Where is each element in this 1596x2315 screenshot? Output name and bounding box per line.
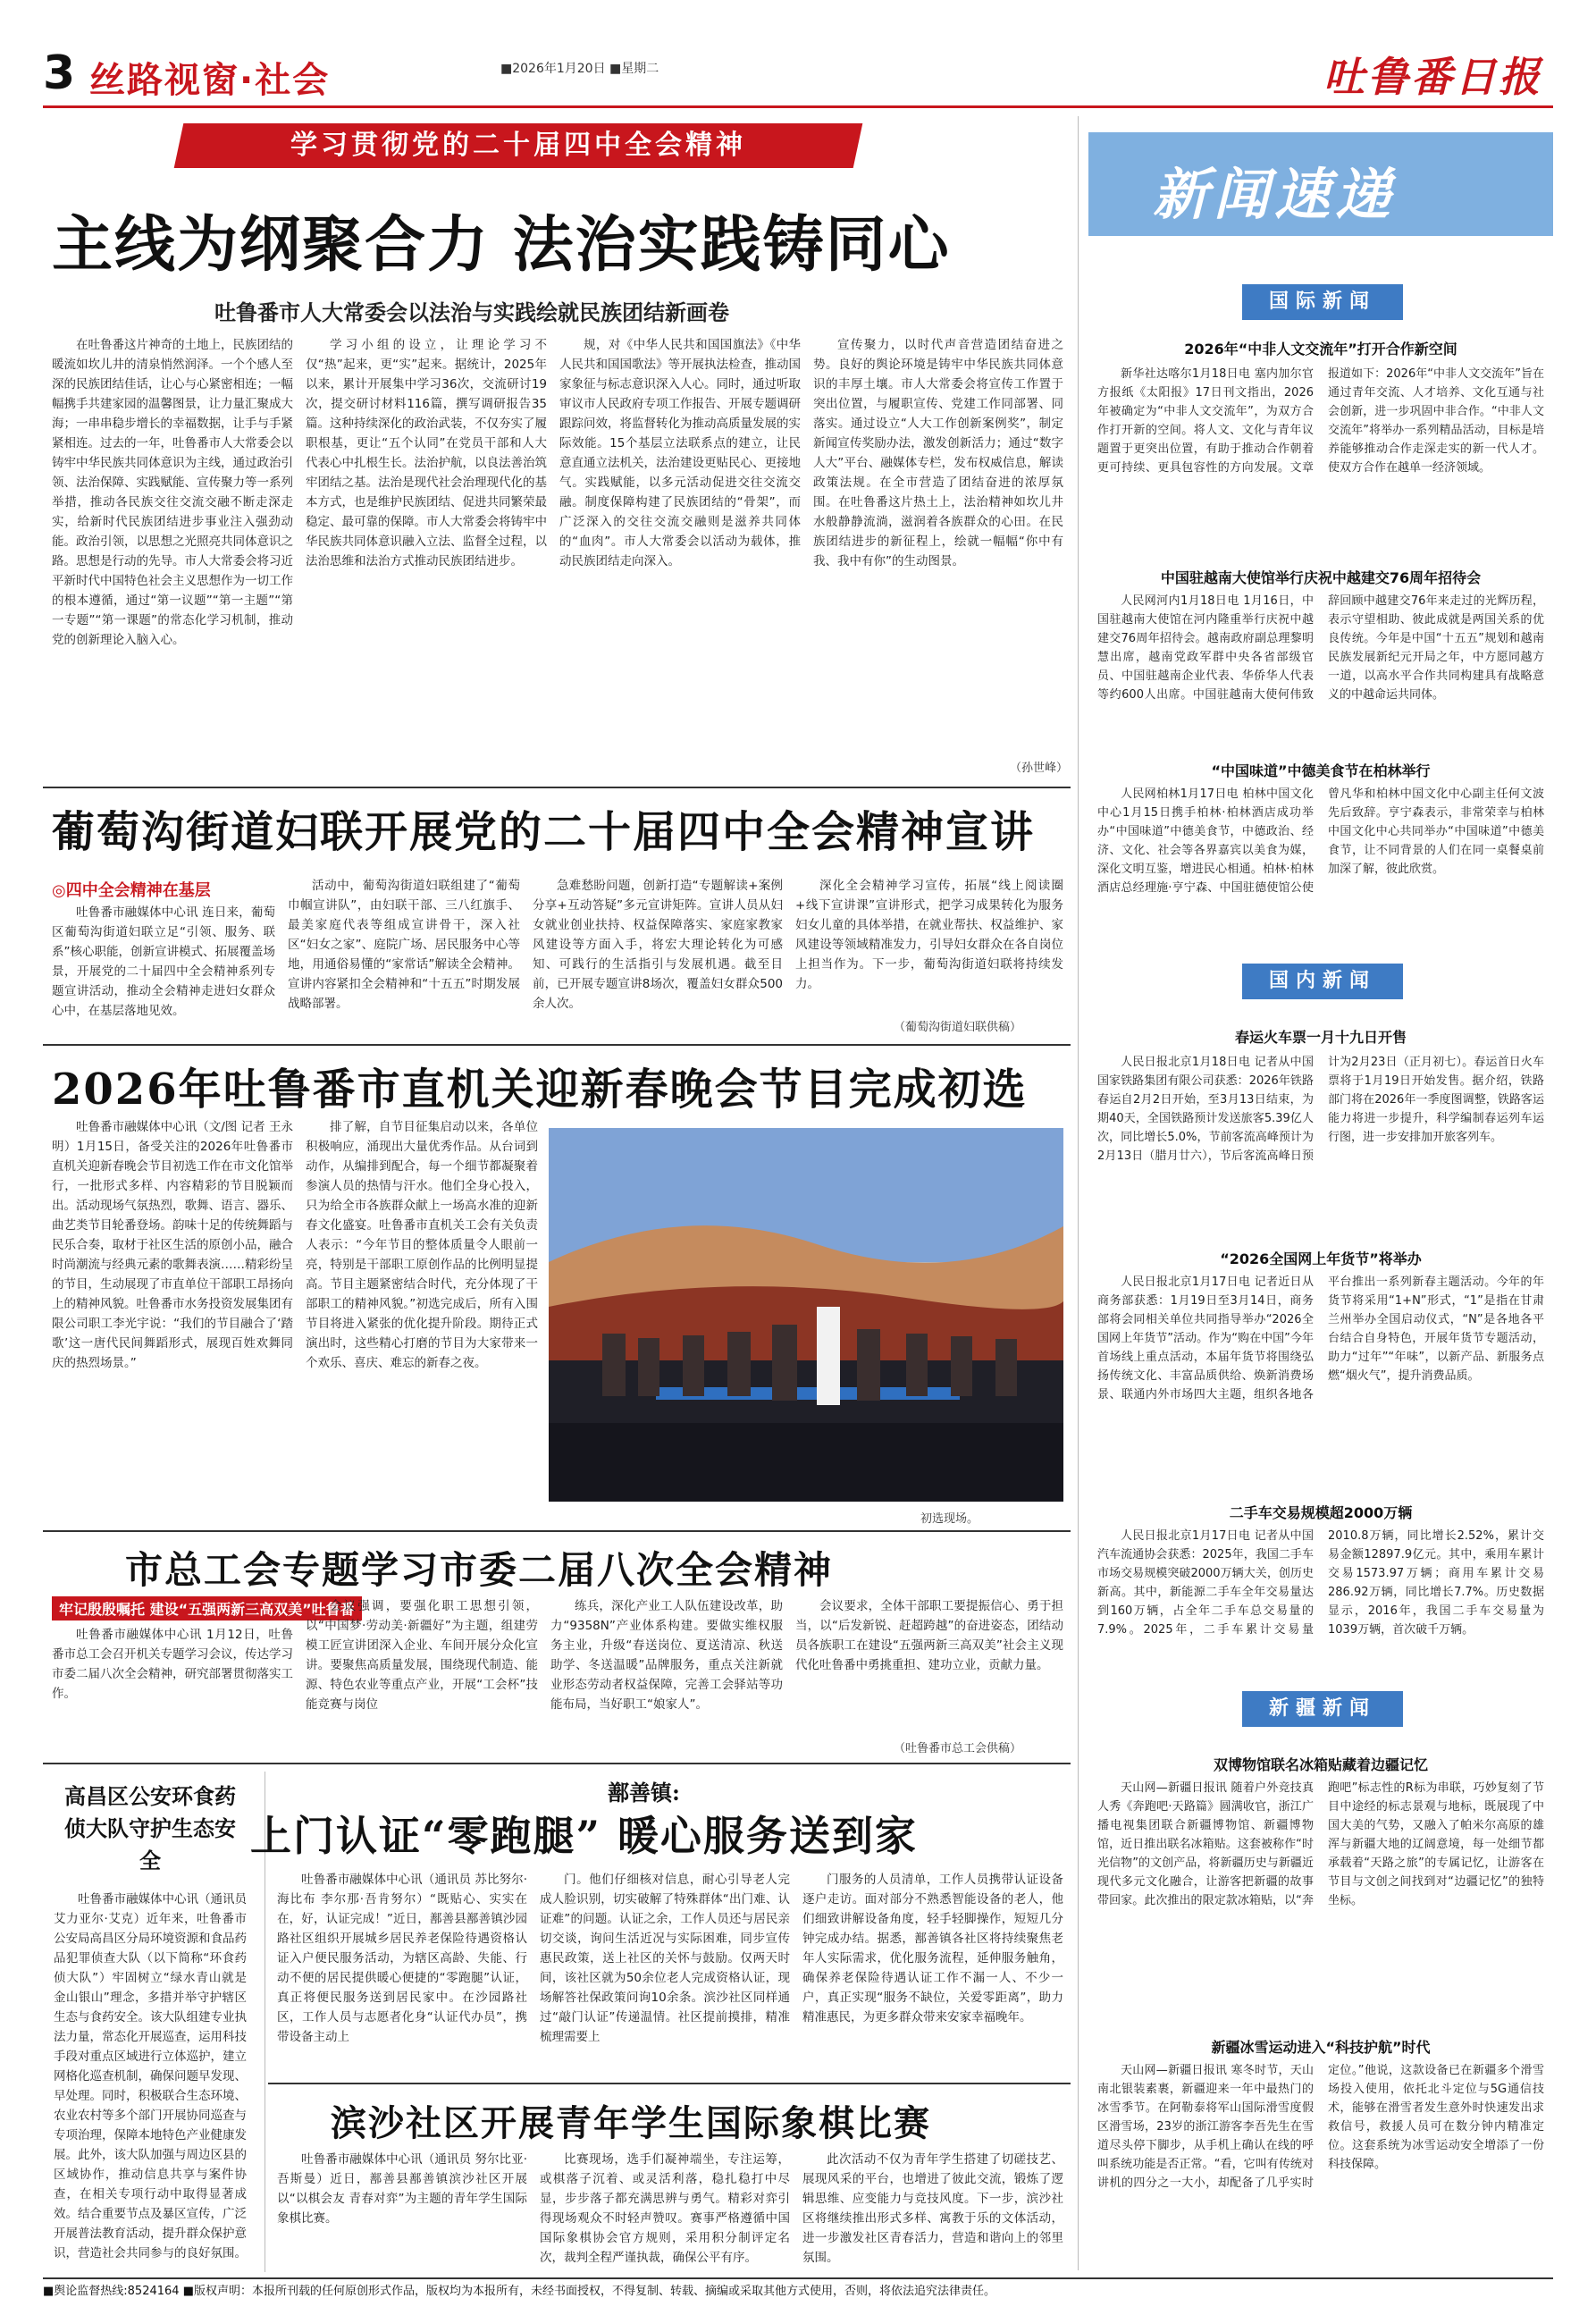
gala-stage-photo — [549, 1128, 1063, 1502]
domestic-news-title-2: “2026全国网上年货节”将举办 — [1220, 1250, 1422, 1267]
intl-news-title-3: “中国味道”中德美食节在柏林举行 — [1211, 762, 1431, 779]
section-divider — [43, 1763, 1071, 1764]
sidebar-headline: 高昌区公安环食药侦大队守护生态安全 — [64, 1783, 236, 1873]
lead-headline: 主线为纲聚合力 法治实践铸同心 — [52, 209, 951, 281]
intl-news-title-1: 2026年“中非人文交流年”打开合作新空间 — [1184, 341, 1457, 358]
article4-col-2: 会议强调，要强化职工思想引领，以“中国梦·劳动美·新疆好”为主题，组建劳模工匠宣讲团深入企业、车间开展分众化宣讲。要聚焦高质量发展，围绕现代制造、能源、特色农业等重点产业，开展“工会杯”技能竞赛与岗位 — [306, 1599, 538, 1712]
intl-news-text-1: 新华社达喀尔1月18日电 塞内加尔官方报纸《太阳报》17日刊文指出，2026年被确定为“中非人文交流年”，为双方合作打开新的空间。将人文、文化与青年议题置于更突出位置，有助于推动合作朝着更可持续、更具包容性的方向发展。文章报道如下：2026年“中非人文交流年”旨在通过青年交流、人才培养、文化互通与社会创新，进一步巩固中非合作。“中非人文交流年”将举办一系列精品活动，目标是培养能够推动合作走深走实的新一代人才。使双方合作在越单一经济领域。 — [1097, 367, 1544, 475]
sidebar-article — [43, 1772, 257, 2272]
domestic-news-text-3: 人民日报北京1月17日电 记者从中国汽车流通协会获悉：2025年，我国二手车市场交易规模突破2000万辆大关，创历史新高。其中，新能源二手车全年交易量达到160万辆，占全年二手车总交易量的7.9%。2025年，二手车累计交易量2010.8万辆，同比增长2.52%，累计交易金额12897.9亿元。其中，乘用车累计交易1573.97万辆；商用车累计交易286.92万辆，同比增长7.7%。历史数据显示，2016年，我国二手车交易量为1039万辆，首次破千万辆。 — [1097, 1529, 1544, 1637]
article4-col-1: 吐鲁番市融媒体中心讯 1月12日，吐鲁番市总工会召开机关专题学习会议，传达学习市委二届八次全会精神，研究部署贯彻落实工作。 — [52, 1628, 293, 1701]
article2-headline: 葡萄沟街道妇联开展党的二十届四中全会精神宣讲 — [52, 807, 1036, 857]
domestic-news-title-3: 二手车交易规模超2000万辆 — [1229, 1504, 1413, 1521]
lead-col-1: 在吐鲁番这片神奇的土地上，民族团结的暖流如坎儿井的清泉悄然润泽。一个个感人至深的民族团结佳话，让心与心紧密相连；一幅幅携手共建家园的温馨图景，让力量汇聚成大海；一串串稳步增长的幸福数据，让手与手紧紧相连。过去的一年，吐鲁番市人大常委会以铸牢中华民族共同体意识为主线，通过政治引领、法治保障、实践赋能、宣传聚力等一系列举措，推动各民族交往交流交融不断走深走实，给新时代民族团结进步事业注入强劲动能。政治引领，以思想之光照亮共同体意识之路。思想是行动的先导。市人大常委会将习近平新时代中国特色社会主义思想作为一切工作的根本遵循，通过“第一议题”“第一主题”“第一专题”“第一课题”的常态化学习机制，推动党的创新理论入脑入心。 — [52, 338, 293, 647]
stage-illustration — [549, 1128, 1063, 1502]
page-number: 3 — [43, 46, 76, 100]
domestic-news-text-2: 人民日报北京1月17日电 记者近日从商务部获悉：1月19日至3月14日，商务部将会同相关单位共同指导举办“2026全国网上年货节”活动。作为“购在中国”今年首场线上重点活动，本届年货节将围绕弘扬传统文化、丰富品质供给、焕新消费场景、联通内外市场四大主题，组织各地各平台推出一系列新春主题活动。今年的年货节将采用“1+N”形式，“1”是指在甘肃兰州举办全国启动仪式，“N”是各地各平台结合自身特色，开展年货节专题活动，助力“过年”“年味”，以新产品、新服务点燃“烟火气”，提升消费品质。 — [1097, 1275, 1544, 1402]
column-divider — [1078, 116, 1079, 2270]
xinjiang-news-text-2: 天山网—新疆日报讯 寒冬时节，天山南北银装素裹，新疆迎来一年中最热门的冰雪季节。在阿勒泰将军山国际滑雪度假区滑雪场，23岁的浙江游客李吾先生在雪道尽头停下脚步，从手机上确认在线的呼叫系统功能是否正常。“看，它叫有传统对讲机的四分之一大小，却配备了几乎实时定位。”他说，这款设备已在新疆多个滑雪场投入使用，依托北斗定位与5G通信技术，能够在滑雪者发生意外时快速发出求救信号，救援人员可在数分钟内精准定位。这套系统为冰雪运动安全增添了一份科技保障。 — [1097, 2064, 1544, 2190]
issue-date: ■2026年1月20日 ■星期二 — [500, 62, 659, 76]
section-title: 丝路视窗·社会 — [89, 60, 331, 101]
section-divider — [43, 787, 1071, 788]
article5-headline: 上门认证“零跑腿” 暖心服务送到家 — [250, 1812, 918, 1860]
article2-author: （葡萄沟街道妇联供稿） — [894, 1021, 1022, 1034]
article2-col-1: 吐鲁番市融媒体中心讯 连日来，葡萄区葡萄沟街道妇联立足“引领、服务、联系”核心职能，创新宣讲模式、拓展覆盖场景，开展党的二十届四中全会精神系列专题宣讲活动，推动全会精神走进妇女群众心中，在基层落地见效。 — [52, 905, 275, 1018]
intl-news-bar: 国际新闻 — [1242, 284, 1403, 320]
lead-subtitle: 吐鲁番市人大常委会以法治与实践绘就民族团结新画卷 — [214, 299, 729, 325]
newspaper-logo: 吐鲁番日报 — [1323, 53, 1542, 101]
section-divider — [268, 2083, 1071, 2084]
news-brief-title: 新闻速递 — [1153, 162, 1397, 227]
article2-col-2: 活动中，葡萄沟街道妇联组建了“葡萄巾帼宣讲队”，由妇联干部、三八红旗手、最美家庭代表等组成宣讲骨干，深入社区“妇女之家”、庭院广场、居民服务中心等地，用通俗易懂的“家常话”解读全会精神。宣讲内容紧扣全会精神和“十五五”时期发展战略部署。 — [288, 879, 520, 1011]
article3-col-2: 排了解，自节目征集启动以来，各单位积极响应，涌现出大量优秀作品。从台词到动作，从编排到配合，每一个细节都凝聚着参演人员的热情与汗水。他们全身心投入，只为给全市各族群众献上一场高水准的迎新春文化盛宴。吐鲁番市直机关工会有关负责人表示：“今年节目的整体质量令人眼前一亮，特别是干部职工原创作品的比例明显提高。节目主题紧密结合时代，充分体现了干部职工的精神风貌。”初选完成后，所有入围节目将进入紧张的优化提升阶段。期待正式演出时，这些精心打磨的节目为大家带来一个欢乐、喜庆、难忘的新春之夜。 — [306, 1120, 538, 1370]
article2-tag: ◎四中全会精神在基层 — [52, 881, 211, 900]
lead-col-4: 宣传聚力，以时代声音营造团结奋进之势。良好的舆论环境是铸牢中华民族共同体意识的丰厚土壤。市人大常委会将宣传工作置于突出位置，与履职宣传、党建工作同部署、同落实。通过设立“人大工作创新案例奖”，制定新闻宣传奖励办法，激发创新活力；通过“数字人大”平台、融媒体专栏，发布权威信息，解读政策法规。在全市营造了团结奋进的浓厚氛围。在吐鲁番这片热土上，法治精神如坎儿井水般静静流淌，滋润着各族群众的心田。在民族团结进步的新征程上，绘就一幅幅“你中有我、我中有你”的生动图景。 — [813, 338, 1063, 568]
article3-headline: 2026年吐鲁番市直机关迎新春晚会节目完成初选 — [52, 1065, 1028, 1115]
article3-col-1: 吐鲁番市融媒体中心讯（文/图 记者 王永明）1月15日，备受关注的2026年吐鲁番市直机关迎新春晚会节目初选工作在市文化馆举行，一批形式多样、内容精彩的节目脱颖而出。活动现场气氛热烈，歌舞、语言、器乐、曲艺类节目轮番登场。韵味十足的传统舞蹈与民乐合奏，取材于社区生活的原创小品，融合时尚潮流与经典元素的歌舞表演……精彩纷呈的节目，生动展现了市直单位干部职工昂扬向上的精神风貌。吐鲁番市水务投资发展集团有限公司职工李光宇说：“我们的节目融合了‘踏歌’这一唐代民间舞蹈形式，展现百姓欢舞同庆的热烈场景。” — [52, 1120, 293, 1370]
article6-col-2: 比赛现场，选手们凝神端坐，专注运筹，或棋落子沉着、或灵活利落，稳扎稳打中尽显，步步落子都充满思辨与勇气。精彩对弈引得现场观众不时轻声赞叹。赛事严格遵循中国国际象棋协会官方规则，采用积分制评定名次，裁判全程严谨执裁，确保公平有序。 — [540, 2152, 790, 2265]
section-divider — [43, 1044, 1071, 1046]
domestic-news-text-1: 人民日报北京1月18日电 记者从中国国家铁路集团有限公司获悉：2026年铁路春运自2月2日开始，至3月13日结束，为期40天，全国铁路预计发送旅客5.39亿人次，同比增长5.0%，节前客流高峰预计为2月13日（腊月廿六），节后客流高峰日预计为2月23日（正月初七）。春运首日火车票将于1月19日开始发售。据介绍，铁路部门将在2026年一季度图调整，铁路客运能力将进一步提升，科学编制春运列车运行图，进一步安排加开旅客列车。 — [1097, 1056, 1544, 1163]
photo-caption: 初选现场。 — [920, 1512, 979, 1526]
intl-news-text-3: 人民网柏林1月17日电 柏林中国文化中心1月15日携手柏林·柏林酒店成功举办“中国味道”中德美食节，中德政治、经济、文化、社会等各界嘉宾以美食为媒，深化文明互鉴，增进民心相通。柏林·柏林酒店总经理施·亨宁森、中国驻德使馆公使曾凡华和柏林中国文化中心副主任何文波先后致辞。亨宁森表示，非常荣幸与柏林中国文化中心共同举办“中国味道”中德美食节，让不同背景的人们在同一桌餐桌前加深了解，彼此欣赏。 — [1097, 787, 1544, 895]
header-rule — [43, 105, 1553, 108]
article4-col-4: 会议要求，全体干部职工要提振信心、勇于担当，以“后发新锐、赶超跨越”的奋进姿态，团结动员各族职工在建设“五强两新三高双美”社会主义现代化吐鲁番中勇挑重担、建功立业，贡献力量。 — [795, 1599, 1063, 1672]
lead-author: （孙世峰） — [1010, 762, 1069, 775]
article4-col-3: 练兵，深化产业工人队伍建设改革，助力“9358N”产业体系构建。要做实维权服务主业，升级“春送岗位、夏送清凉、秋送助学、冬送温暖”品牌服务，重点关注新就业形态劳动者权益保障，完善工会驿站等功能布局，当好职工“娘家人”。 — [550, 1599, 783, 1712]
section-divider — [43, 1530, 1071, 1532]
article6-col-3: 此次活动不仅为青年学生搭建了切磋技艺、展现风采的平台，也增进了彼此交流，锻炼了逻辑思维、应变能力与竞技风度。下一步，滨沙社区将继续推出形式多样、寓教于乐的文体活动，进一步激发社区青春活力，营造和谐向上的邻里氛围。 — [802, 2152, 1063, 2265]
domestic-news-bar: 国内新闻 — [1242, 964, 1403, 999]
article5-col-2: 门。他们仔细核对信息，耐心引导老人完成人脸识别，切实破解了特殊群体“出门难、认证难”的问题。认证之余，工作人员还与居民亲切交谈，询问生活近况与实际困难，同步宣传惠民政策，送上社区的关怀与鼓励。仅两天时间，该社区就为50余位老人完成资格认证，现场解答社保政策问询10余条。滨沙社区同样通过“敲门认证”传递温情。社区提前摸排，精准梳理需要上 — [540, 1873, 790, 2044]
lead-col-3: 规，对《中华人民共和国国旗法》《中华人民共和国国歌法》等开展执法检查，推动国家象征与标志意识深入人心。同时，通过听取审议市人民政府专项工作报告、开展专题调研跟踪问效，将监督转化为推动高质量发展的实际效能。15个基层立法联系点的建立，让民意直通立法机关，法治建设更贴民心、更接地气。实践赋能，以多元活动促进交往交流交融。制度保障构建了民族团结的“骨架”，而广泛深入的交往交流交融则是滋养共同体的“血肉”。市人大常委会以活动为载体，推动民族团结走向深入。 — [559, 338, 801, 568]
article5-col-3: 门服务的人员清单，工作人员携带认证设备逐户走访。面对部分不熟悉智能设备的老人，他们细致讲解设备角度，轻手轻脚操作，短短几分钟完成办结。据悉，鄯善镇各社区将持续聚焦老年人实际需求，优化服务流程，延伸服务触角，确保养老保险待遇认证工作不漏一人、不少一户，真正实现“服务不缺位，关爱零距离”，助力精准惠民，为更多群众带来安家幸福晚年。 — [802, 1873, 1063, 2025]
article4-author: （吐鲁番市总工会供稿） — [894, 1742, 1022, 1755]
article5-col-1: 吐鲁番市融媒体中心讯（通讯员 苏比努尔·海比布 李尔那·吾肯努尔）“既贴心、实实在在，好，认证完成！”近日，鄯善县鄯善镇沙园路社区组织开展城乡居民养老保险待遇资格认证入户便民服务活动，为辖区高龄、失能、行动不便的居民提供暖心便捷的“零跑腿”认证，真正将便民服务送到居民家中。在沙园路社区，工作人员与志愿者化身“认证代办员”，携带设备主动上 — [277, 1873, 527, 2044]
xinjiang-news-title-1: 双博物馆联名冰箱贴藏着边疆记忆 — [1213, 1756, 1428, 1773]
intl-news-title-2: 中国驻越南大使馆举行庆祝中越建交76周年招待会 — [1160, 569, 1482, 586]
xinjiang-news-title-2: 新疆冰雪运动进入“科技护航”时代 — [1211, 2039, 1431, 2056]
lead-col-2: 学习小组的设立，让理论学习不仅“热”起来，更“实”起来。据统计，2025年以来，累计开展集中学习36次，交流研讨19次，提交研讨材料116篇，撰写调研报告35篇。这种持续深化的政治武装，不仅夯实了履职根基，更让“五个认同”在党员干部和人大代表心中扎根生长。法治护航，以良法善治筑牢团结之基。法治是现代社会治理现代化的基本方式，也是维护民族团结、促进共同繁荣最稳定、最可靠的保障。市人大常委会将铸牢中华民族共同体意识融入立法、监督全过程，以法治思维和法治方式推动民族团结进步。 — [306, 338, 547, 568]
theme-banner: 学习贯彻党的二十届四中全会精神 — [174, 123, 863, 168]
article6-headline: 滨沙社区开展青年学生国际象棋比赛 — [331, 2102, 931, 2144]
article6-col-1: 吐鲁番市融媒体中心讯（通讯员 努尔比亚·吾斯曼）近日，鄯善县鄯善镇滨沙社区开展以“以棋会友 青春对弈”为主题的青年学生国际象棋比赛。 — [277, 2152, 527, 2226]
article5-kicker: 鄯善镇: — [608, 1780, 680, 1806]
footer-notice: ■舆论监督热线:8524164 ■版权声明：本报所刊载的任何原创形式作品，版权均为本报所有，未经书面授权，不得复制、转载、摘编或采取其他方式使用，否则，将依法追究法律责任。 — [43, 2277, 1553, 2304]
intl-news-text-2: 人民网河内1月18日电 1月16日，中国驻越南大使馆在河内隆重举行庆祝中越建交76周年招待会。越南政府副总理黎明慧出席，越南党政军群中央各省部级官员、中国驻越南企业代表、华侨华人代表等约600人出席。中国驻越南大使何伟致辞回顾中越建交76年来走过的光辉历程，表示守望相助、彼此成就是两国关系的优良传统。今年是中国“十五五”规划和越南民族发展新纪元开局之年，中方愿同越方一道，以高水平合作共同构建具有战略意义的中越命运共同体。 — [1097, 594, 1544, 702]
article4-tag: 牢记殷殷嘱托 建设“五强两新三高双美”吐鲁番 — [52, 1596, 362, 1620]
xinjiang-news-text-1: 天山网—新疆日报讯 随着户外竞技真人秀《奔跑吧·天路篇》圆满收官，浙江广播电视集团联合新疆博物馆、新疆博物馆，近日推出联名冰箱贴。这套被称作“时光信物”的文创产品，将新疆历史与新疆近现代多元文化融合，让游客把新疆的故事带回家。此次推出的限定款冰箱贴，以“奔跑吧”标志性的R标为串联，巧妙复刻了节目中途经的标志景观与地标，既展现了中国大美的气势，又融入了帕米尔高原的雄浑与新疆大地的辽阔意境，每一处细节都承载着“天路之旅”的专属记忆，让游客在节目与文创之间找到对“边疆记忆”的独特坐标。 — [1097, 1781, 1544, 1907]
article2-col-4: 深化全会精神学习宣传，拓展“线上阅读圈+线下宣讲课”宣讲形式，把学习成果转化为服务妇女儿童的具体举措，在就业帮扶、权益维护、家风建设等领域精准发力，引导妇女群众在各自岗位上担当作为。下一步，葡萄沟街道妇联将持续发力。 — [795, 879, 1063, 991]
domestic-news-title-1: 春运火车票一月十九日开售 — [1234, 1029, 1407, 1046]
article4-headline: 市总工会专题学习市委二届八次全会精神 — [125, 1548, 834, 1592]
article2-col-3: 急难愁盼问题，创新打造“专题解读+案例分享+互动答疑”多元宣讲矩阵。宣讲人员从妇女就业创业扶持、权益保障落实、家庭家教家风建设等方面入手，将宏大理论转化为可感知、可践行的生活指引与发展机遇。截至目前，已开展专题宣讲8场次，覆盖妇女群众500余人次。 — [533, 879, 783, 1011]
xinjiang-news-bar: 新疆新闻 — [1242, 1691, 1403, 1727]
sidebar-text: 吐鲁番市融媒体中心讯（通讯员 艾力亚尔·艾克）近年来，吐鲁番市公安局高昌区分局环境资源和食品药品犯罪侦查大队（以下简称“环食药侦大队”）牢固树立“绿水青山就是金山银山”理念，多措并举守护辖区生态与食药安全。该大队组建专业执法力量，常态化开展巡查，运用科技手段对重点区域进行立体巡护，建立网格化巡查机制，确保问题早发现、早处理。同时，积极联合生态环境、农业农村等多个部门开展协同巡查与专项治理，保障本地特色产业健康发展。此外，该大队加强与周边区县的区域协作，推动信息共享与案件协查，在相关专项行动中取得显著成效。结合重要节点及暴区宣传，广泛开展普法教育活动，提升群众保护意识，营造社会共同参与的良好氛围。 — [54, 1892, 247, 2260]
